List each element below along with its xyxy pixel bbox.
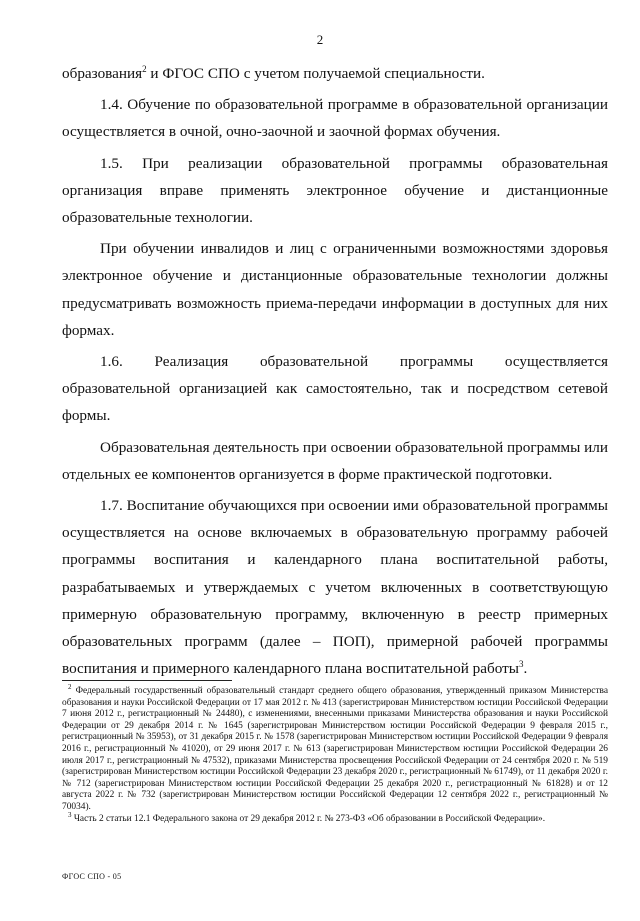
footnote-3 (62, 810, 608, 826)
paragraph-text: . (523, 660, 528, 678)
document-code: ФГОС СПО - 05 (62, 872, 122, 881)
paragraph-continuation (62, 60, 608, 87)
paragraph-disabled-learners: При обучении инвалидов и лиц с ограниченными возможностями здоровья электронное обучение и дистанционные образовательные технологии должны предусматривать возможность приема-передачи информации в доступных для них формах. (62, 240, 608, 339)
footnote-text: Федеральный государственный образовательный стандарт среднего общего образования, утвержденный приказом Министерства образования и науки Российской Федерации от 17 мая 2012 г. № 413 (зарегистрирован Министерством юстиции Российской Федерации 7 июня 2012 г., регистрационный № 24480), с изменениями, внесенными приказами Министерства образования и науки Российской Федерации от 29 декабря 2014 г. № 1645 (зарегистрирован Министерством юстиции Российской Федерации 9 февраля 2015 г., регистрационный № 35953), от 31 декабря 2015 г. № 1578 (зарегистрирован Министерством юстиции Российской Федерации 9 февраля 2016 г., регистрационный № 41020), от 29 июня 2017 г. № 613 (зарегистрирован Министерством юстиции Российской Федерации 26 июля 2017 г., регистрационный № 47532), приказами Министерства просвещения Российской Федерации от 24 сентября 2020 г. № 519 (зарегистрирован Министерством юстиции Российской Федерации 23 декабря 2020 г., регистрационный № 61749), от 11 декабря 2020 г. № 712 (зарегистрирован Министерством юстиции Российской Федерации 25 декабря 2020 г., регистрационный № 61828) и от 12 августа 2022 г. № 732 (зарегистрирован Министерством юстиции Российской Федерации 12 сентября 2022 г., регистрационный № 70034). (62, 686, 609, 812)
paragraph-practical-training: Образовательная деятельность при освоении образовательной программы или отдельных ее компонентов организуется в форме практической подготовки. (62, 438, 608, 483)
footnote-text: Часть 2 статьи 12.1 Федерального закона от 29 декабря 2012 г. № 273-ФЗ «Об образовании в Российской Федерации». (73, 813, 546, 824)
footnote-divider (62, 680, 232, 681)
paragraph-1-7 (62, 492, 608, 682)
footnotes (62, 682, 609, 825)
paragraph-text: и ФГОС СПО с учетом получаемой специальности. (146, 65, 485, 82)
paragraph-1-4: 1.4. Обучение по образовательной программе в образовательной организации осуществляется в очной, очно-заочной и заочной формах обучения. (62, 96, 608, 141)
paragraph-1-5: 1.5. При реализации образовательной программы образовательная организация вправе применять электронное обучение и дистанционные образовательные технологии. (62, 154, 608, 227)
paragraph-text: образования (62, 65, 143, 82)
footnote-mark: 2 (68, 682, 72, 691)
paragraph-text: 1.7. Воспитание обучающихся при освоении ими образовательной программы осуществляется на основе включаемых в образовательную программу рабочей программы воспитания и календарного плана воспитательной работы, разрабатываемых и утверждаемых с учетом включенных в соответствующую примерную образовательную программу, включенную в реестр примерных образовательных программ (далее – ПОП), примерной рабочей программы воспитания и примерного календарного плана воспитательной работы (62, 497, 608, 678)
paragraph-1-6: 1.6. Реализация образовательной программы осуществляется образовательной организацией как самостоятельно, так и посредством сетевой формы. (62, 353, 608, 425)
body-text (62, 60, 608, 682)
footnote-ref: 2 (142, 63, 147, 74)
page-number: 2 (316, 32, 324, 47)
footnote-2 (62, 682, 609, 814)
footnote-mark: 3 (68, 810, 72, 819)
footnote-ref: 3 (518, 659, 524, 670)
